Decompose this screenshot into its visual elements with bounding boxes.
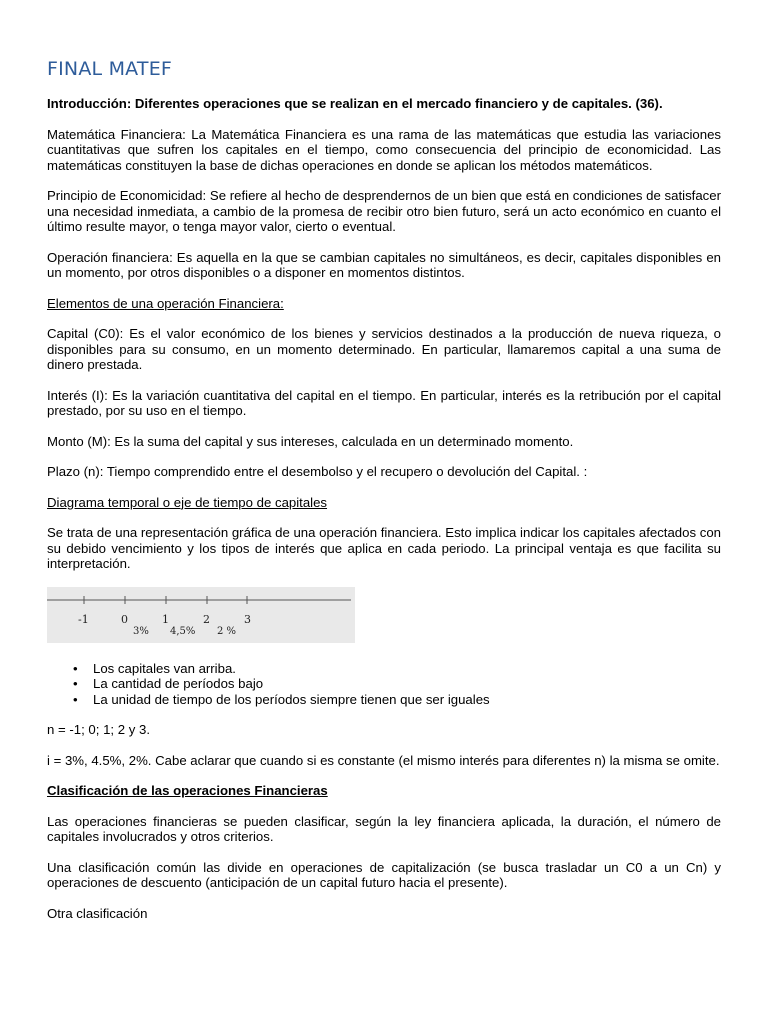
diagrama-paragraph: Se trata de una representación gráfica de una operación financiera. Esto implica indicar los capitales afectados con su debido vencimiento y los tipos de interés que aplica en cada periodo. La principal ventaja es que facilita su interpretación. — [47, 525, 721, 571]
rate-label: 2 % — [217, 625, 237, 637]
principio-paragraph: Principio de Economicidad: Se refiere al hecho de desprendernos de un bien que está en condiciones de satisfacer una necesidad inmediata, a cambio de la promesa de recibir otro bien futuro, será un acto económico en cuanto el último resulte mayor, o tenga mayor valor, cierto o eventual. — [47, 188, 721, 234]
list-item: • La cantidad de períodos bajo — [93, 676, 721, 692]
interes-paragraph: Interés (I): Es la variación cuantitativa del capital en el tiempo. En particular, interés es la retribución por el capital prestado, por su uso en el tiempo. — [47, 387, 721, 418]
matematica-financiera-paragraph: Matemática Financiera: La Matemática Financiera es una rama de las matemáticas que estudia las variaciones cuantitativas que sufren los capitales en el tiempo, como consecuencia del principio de economicidad. Las matemáticas constituyen la base de dichas operaciones en donde se aplican los métodos matemáticos. — [47, 126, 721, 173]
tick-label: -1 — [78, 612, 89, 626]
rate-label: 3% — [133, 625, 149, 637]
list-item: • La unidad de tiempo de los períodos siempre tienen que ser iguales — [93, 692, 721, 708]
timeline-svg — [47, 587, 355, 643]
tick-label: 0 — [121, 612, 128, 626]
n-line: n = -1; 0; 1; 2 y 3. — [47, 722, 150, 737]
clasificacion-paragraph: Las operaciones financieras se pueden clasificar, según la ley financiera aplicada, la duración, el número de capitales involucrados y otros criterios. — [47, 813, 721, 844]
operacion-paragraph: Operación financiera: Es aquella en la que se cambian capitales no simultáneos, es decir, capitales disponibles en un momento, por otros disponibles o a disponer en momentos distintos. — [47, 249, 721, 280]
i-line: i = 3%, 4.5%, 2%. Cabe aclarar que cuando si es constante (el mismo interés para diferentes n) la misma se omite. — [47, 752, 720, 768]
plazo-paragraph: Plazo (n): Tiempo comprendido entre el desembolso y el recupero o devolución del Capital. : — [47, 464, 588, 479]
intro-paragraph: Introducción: Diferentes operaciones que se realizan en el mercado financiero y de capitales. (36). — [47, 96, 663, 111]
tick-label: 1 — [162, 612, 169, 626]
otra-clasificacion: Otra clasificación — [47, 905, 148, 921]
timeline-diagram — [47, 587, 355, 643]
tick-label: 3 — [244, 612, 251, 626]
page-title: FINAL MATEF — [47, 58, 173, 80]
elementos-heading: Elementos de una operación Financiera: — [47, 295, 284, 311]
rate-label: 4,5% — [170, 625, 196, 637]
clasificacion-heading: Clasificación de las operaciones Financieras — [47, 783, 328, 798]
capital-paragraph: Capital (C0): Es el valor económico de los bienes y servicios destinados a la producción de nueva riqueza, o disponibles para su consumo, en un momento determinado. En particular, llamaremos capital a una suma de dinero prestada. — [47, 326, 721, 372]
bullet-list — [47, 661, 721, 708]
document-content — [47, 58, 721, 936]
clasificacion-comun-paragraph: Una clasificación común las divide en operaciones de capitalización (se busca trasladar un C0 a un Cn) y operaciones de descuento (anticipación de un capital futuro hacia el presente). — [47, 859, 721, 890]
monto-paragraph: Monto (M): Es la suma del capital y sus intereses, calculada en un determinado momento. — [47, 433, 574, 449]
list-item: • Los capitales van arriba. — [93, 661, 721, 677]
diagrama-heading: Diagrama temporal o eje de tiempo de capitales — [47, 494, 328, 510]
tick-label: 2 — [203, 612, 210, 626]
